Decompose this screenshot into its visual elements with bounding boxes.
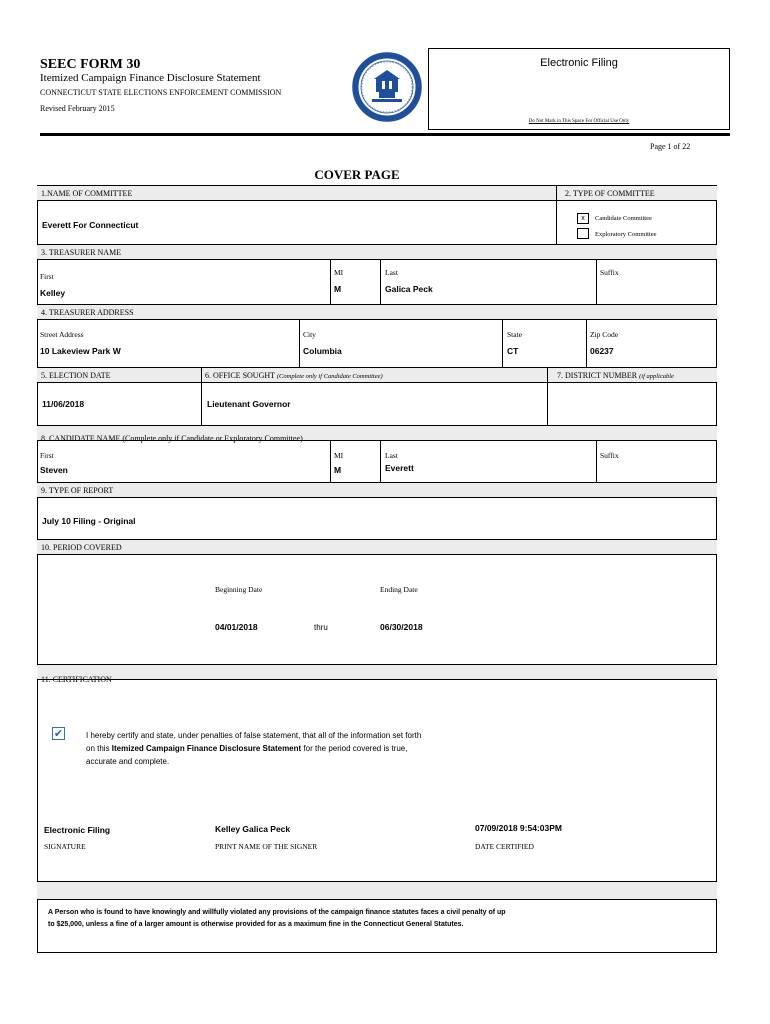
cert-line-3: accurate and complete. (86, 757, 170, 766)
candidate-last-label: Last (385, 451, 398, 460)
cert-line-2: on this Itemized Campaign Finance Disclosure Statement for the period covered is true, (86, 744, 408, 753)
date-certified-label: DATE CERTIFIED (475, 842, 534, 851)
page-number: Page 1 of 22 (650, 142, 691, 151)
period-covered-label: 10. PERIOD COVERED (41, 543, 122, 552)
treasurer-suffix-label: Suffix (600, 268, 619, 277)
form-frame (37, 185, 717, 953)
ending-date-value[interactable]: 06/30/2018 (380, 622, 423, 632)
treasurer-last-label: Last (385, 268, 398, 277)
divider (547, 367, 548, 425)
committee-type-label: 2. TYPE OF COMMITTEE (565, 189, 655, 198)
city-value[interactable]: Columbia (303, 346, 342, 356)
divider (380, 260, 381, 304)
warning-line-1: A Person who is found to have knowingly and willfully violated any provisions of the campaign finance statutes faces a civil penalty of up (48, 909, 506, 916)
election-date-label: 5. ELECTION DATE (41, 371, 111, 380)
election-date-value[interactable]: 11/06/2018 (42, 399, 85, 409)
signature-value[interactable]: Electronic Filing (44, 825, 111, 835)
section-bar-report-type (37, 482, 717, 498)
section-bar-candidate-name (37, 425, 717, 441)
section-bar-blank (37, 881, 717, 900)
divider (380, 441, 381, 482)
zip-label: Zip Code (590, 330, 619, 339)
candidate-suffix-label: Suffix (600, 451, 619, 460)
divider (556, 185, 557, 244)
revised-date: Revised February 2015 (40, 104, 115, 113)
divider (330, 441, 331, 482)
candidate-first-label: First (40, 451, 54, 460)
candidate-mi-label: MI (334, 451, 344, 460)
certification-label: 11. CERTIFICATION (41, 675, 112, 684)
warning-line-2: to $25,000, unless a fine of a larger amount is otherwise provided for as a maximum fine in the Connecticut General Statutes. (48, 921, 464, 928)
candidate-committee-label: Candidate Committee (595, 215, 652, 222)
candidate-last-value[interactable]: Everett (385, 463, 414, 473)
district-number-label: 7. DISTRICT NUMBER (if applicable (557, 371, 674, 380)
section-bar-certification (37, 664, 717, 684)
state-label: State (507, 330, 522, 339)
candidate-mi-value[interactable]: M (334, 465, 342, 475)
street-value[interactable]: 10 Lakeview Park W (40, 346, 121, 356)
candidate-committee-checkbox[interactable]: x (577, 213, 589, 224)
cert-line-1: I hereby certify and state, under penalties of false statement, that all of the information set forth (86, 731, 422, 740)
official-use-note: Do Not Mark in This Space For Official Use Only (528, 119, 630, 124)
penalty-warning (48, 907, 668, 931)
form-title: SEEC FORM 30 (40, 57, 141, 72)
beginning-date-label: Beginning Date (215, 585, 263, 594)
section-bar-committee (37, 185, 717, 201)
electronic-filing-title: Electronic Filing (540, 57, 618, 69)
divider (502, 320, 503, 367)
divider (596, 441, 597, 482)
zip-value[interactable]: 06237 (590, 346, 614, 356)
signer-name-value[interactable]: Kelley Galica Peck (215, 824, 291, 834)
form-subtitle: Itemized Campaign Finance Disclosure Statement (40, 72, 261, 84)
header-divider (40, 133, 730, 136)
candidate-name-label: 8. CANDIDATE NAME (Complete only if Candidate or Exploratory Committee) (41, 434, 303, 443)
treasurer-last-value[interactable]: Galica Peck (385, 284, 433, 294)
certification-checkbox[interactable]: ✔ (53, 727, 64, 740)
divider (330, 260, 331, 304)
exploratory-committee-checkbox[interactable] (577, 228, 589, 239)
street-label: Street Address (40, 330, 84, 339)
exploratory-committee-label: Exploratory Committee (595, 231, 657, 238)
treasurer-mi-value[interactable]: M (334, 284, 342, 294)
agency-name: CONNECTICUT STATE ELECTIONS ENFORCEMENT COMMISSION (40, 88, 282, 97)
treasurer-first-value[interactable]: Kelley (40, 288, 66, 298)
divider (596, 260, 597, 304)
city-label: City (303, 330, 316, 339)
signer-name-label: PRINT NAME OF THE SIGNER (215, 842, 318, 851)
committee-name-label: 1.NAME OF COMMITTEE (41, 189, 133, 198)
beginning-date-value[interactable]: 04/01/2018 (215, 622, 258, 632)
treasurer-address-label: 4. TREASURER ADDRESS (41, 308, 134, 317)
state-value[interactable]: CT (507, 346, 519, 356)
treasurer-mi-label: MI (334, 268, 344, 277)
candidate-first-value[interactable]: Steven (40, 465, 68, 475)
treasurer-name-label: 3. TREASURER NAME (41, 248, 122, 257)
signature-label: SIGNATURE (44, 842, 86, 851)
office-sought-value[interactable]: Lieutenant Governor (207, 399, 291, 409)
divider (201, 367, 202, 425)
state-seal-icon (352, 52, 422, 122)
divider (299, 320, 300, 367)
report-type-value[interactable]: July 10 Filing - Original (42, 516, 136, 526)
cover-page-title: COVER PAGE (314, 167, 400, 182)
thru-text: thru (314, 623, 328, 632)
section-bar-treasurer-name (37, 244, 717, 260)
divider (586, 320, 587, 367)
date-certified-value[interactable]: 07/09/2018 9:54:03PM (475, 823, 562, 833)
ending-date-label: Ending Date (380, 585, 418, 594)
office-sought-label: 6. OFFICE SOUGHT (Complete only if Candidate Committee) (205, 371, 383, 380)
section-bar-election (37, 367, 717, 383)
report-type-label: 9. TYPE OF REPORT (41, 486, 114, 495)
treasurer-first-label: First (40, 272, 54, 281)
certification-statement (86, 729, 516, 768)
committee-name-value[interactable]: Everett For Connecticut (42, 220, 139, 230)
section-bar-treasurer-address (37, 304, 717, 320)
section-bar-period (37, 539, 717, 555)
